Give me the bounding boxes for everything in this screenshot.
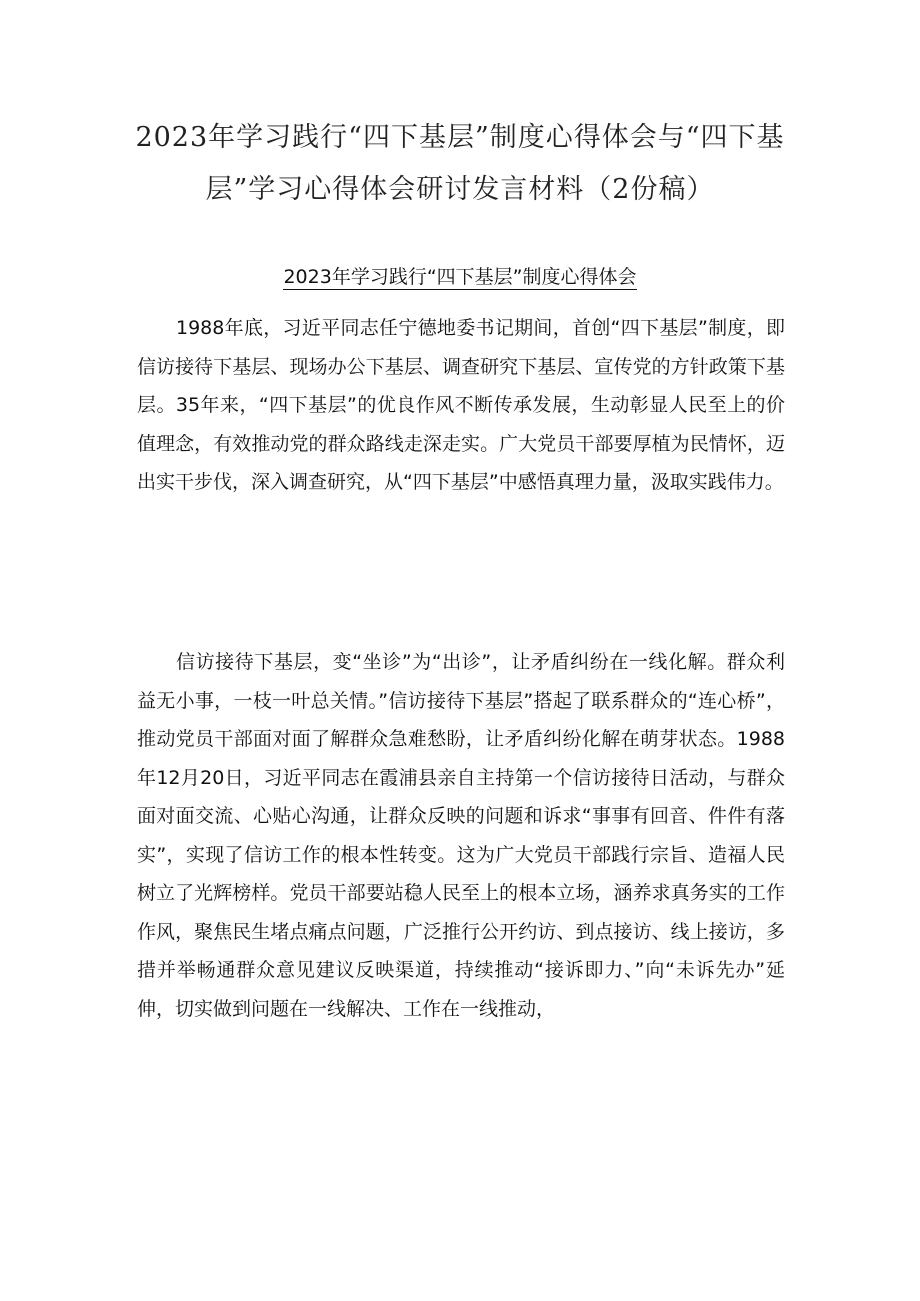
body-paragraph-1: 1988年底，习近平同志任宁德地委书记期间，首创“四下基层”制度，即信访接待下基层、现场办公下基层、调查研究下基层、宣传党的方针政策下基层。35年来，“四下基层”的优良作风不断传承发展，生动彰显人民至上的价值理念，有效推动党的群众路线走深走实。广大党员干部要厚植为民情怀，迈出实干步伐，深入调查研究，从“四下基层”中感悟真理力量，汲取实践伟力。 xyxy=(137,317,785,493)
body-paragraph-2: 信访接待下基层，变“坐诊”为“出诊”，让矛盾纠纷在一线化解。群众利益无小事，一枝一叶总关情。”信访接待下基层”搭起了联系群众的“连心桥”，推动党员干部面对面了解群众急难愁盼，让矛盾纠纷化解在萌芽状态。1988年12月20日，习近平同志在霞浦县亲自主持第一个信访接待日活动，与群众面对面交流、心贴心沟通，让群众反映的问题和诉求“事事有回音、件件有落实”，实现了信访工作的根本性转变。这为广大党员干部践行宗旨、造福人民树立了光辉榜样。党员干部要站稳人民至上的根本立场，涵养求真务实的工作作风，聚焦民生堵点痛点问题，广泛推行公开约访、到点接访、线上接访，多措并举畅通群众意见建议反映渠道，持续推动“接诉即力、”向“未诉先办”延伸，切实做到问题在一线解决、工作在一线推动， xyxy=(137,651,785,1020)
document-title: 2023年学习践行“四下基层”制度心得体会与“四下基层”学习心得体会研讨发言材料（2份稿） xyxy=(135,122,785,205)
section-heading xyxy=(110,262,810,292)
section-heading-text: 2023年学习践行“四下基层”制度心得体会 xyxy=(283,266,637,288)
